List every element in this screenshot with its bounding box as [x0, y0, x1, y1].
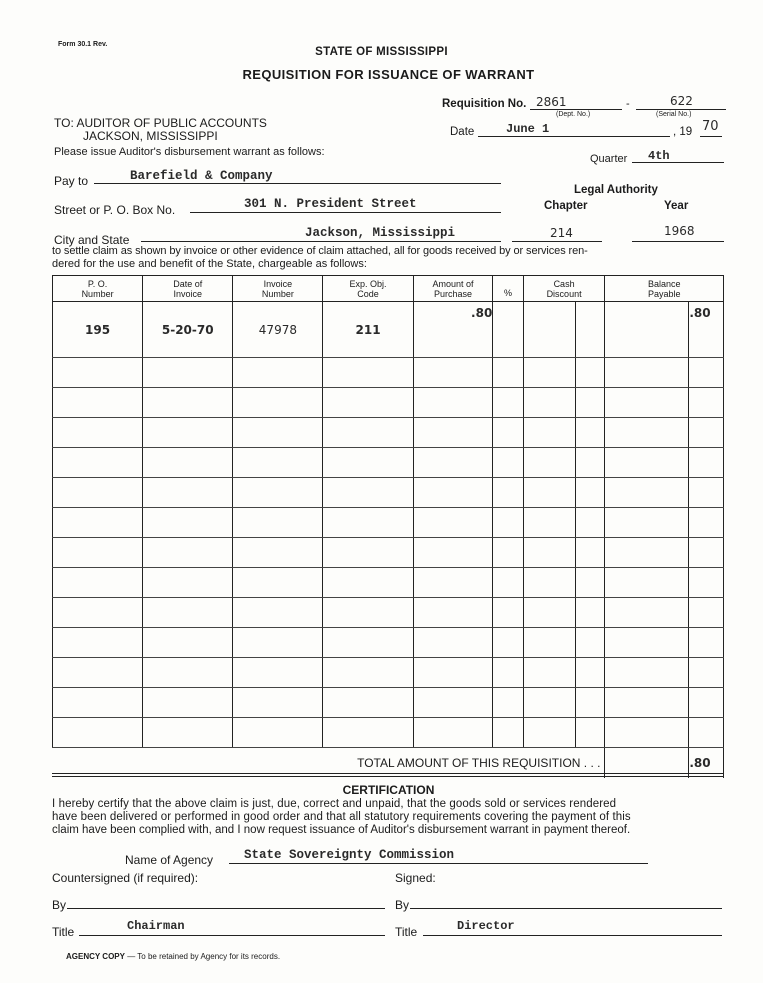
table-row [53, 658, 724, 688]
date-year-line [700, 136, 722, 137]
by-left-line [67, 908, 385, 909]
city-line [141, 241, 501, 242]
agency-copy-footer [66, 952, 280, 961]
pay-to-label: Pay to [54, 174, 89, 188]
total-double-rule [52, 773, 724, 777]
amount-cell: .80 [413, 302, 493, 358]
table-row [53, 358, 724, 388]
date-label: Date [450, 126, 475, 138]
percent-header: % [493, 276, 523, 302]
table-row [53, 718, 724, 748]
invoice-number-header: Invoice Number [233, 276, 323, 302]
dept-no-value: 2861 [536, 95, 567, 109]
serial-no-caption: (Serial No.) [656, 111, 692, 118]
quarter-label: Quarter [590, 153, 628, 165]
discount-cell [523, 302, 575, 358]
invoice-number-cell: 47978 [233, 302, 323, 358]
countersigned-label: Countersigned (if required): [52, 871, 199, 885]
title-left-value: Chairman [127, 919, 185, 933]
to-auditor: TO: AUDITOR OF PUBLIC ACCOUNTS [54, 116, 267, 130]
serial-no-line [636, 109, 726, 110]
certification-text-2: have been delivered or performed in good order and that all statutory requirements covering the payment of this [52, 811, 631, 823]
exp-code-cell: 211 [323, 302, 413, 358]
date-line [478, 136, 670, 137]
date-year-value: 70 [702, 119, 719, 134]
title-left-line [79, 935, 385, 936]
balance-cell [605, 302, 689, 358]
table-row [53, 568, 724, 598]
city-value: Jackson, Mississippi [305, 226, 456, 240]
legal-authority-title: Legal Authority [574, 184, 658, 196]
date-value: June 1 [506, 122, 550, 136]
chapter-line [512, 241, 602, 242]
state-title: STATE OF MISSISSIPPI [315, 46, 448, 58]
amount-header: Amount of Purchase [413, 276, 493, 302]
by-left-label: By [52, 898, 67, 912]
title-left-label: Title [52, 925, 75, 939]
table-row [53, 628, 724, 658]
table-header-row [53, 276, 724, 302]
charges-table [52, 275, 724, 778]
title-right-value: Director [457, 919, 515, 933]
table-row [53, 388, 724, 418]
form-number: Form 30.1 Rev. [58, 41, 108, 48]
agency-line [229, 863, 648, 864]
table-row [53, 418, 724, 448]
po-number-cell: 195 [53, 302, 143, 358]
dept-no-caption: (Dept. No.) [556, 111, 591, 118]
date-year-prefix: , 19 [673, 126, 693, 138]
legal-year-line [632, 241, 724, 242]
street-line [190, 212, 501, 213]
year-label: Year [664, 200, 689, 212]
requisition-label: Requisition No. [442, 98, 527, 110]
table-row [53, 448, 724, 478]
pay-to-line [94, 183, 501, 184]
signed-label: Signed: [395, 871, 436, 885]
to-jackson: JACKSON, MISSISSIPPI [83, 129, 218, 143]
certification-title: CERTIFICATION [342, 783, 435, 797]
invoice-date-cell: 5-20-70 [143, 302, 233, 358]
legal-year-value: 1968 [664, 224, 695, 238]
exp-obj-code-header: Exp. Obj. Code [323, 276, 413, 302]
agency-label: Name of Agency [125, 853, 214, 867]
title-right-label: Title [395, 925, 418, 939]
balance-header: Balance Payable [605, 276, 724, 302]
street-label: Street or P. O. Box No. [54, 203, 176, 217]
title-right-line [423, 935, 722, 936]
total-label: TOTAL AMOUNT OF THIS REQUISITION . . . [53, 748, 605, 778]
by-right-label: By [395, 898, 410, 912]
dept-no-line [530, 109, 622, 110]
invoice-date-header: Date of Invoice [143, 276, 233, 302]
discount-cents-cell [576, 302, 605, 358]
requisition-dash: - [626, 98, 630, 110]
chapter-label: Chapter [544, 200, 588, 212]
certification-text-3: claim have been complied with, and I now request issuance of Auditor's disbursement warrant in payment thereof. [52, 824, 631, 836]
balance-cents-cell: .80 [689, 302, 724, 358]
city-label: City and State [54, 233, 130, 247]
percent-cell [493, 302, 523, 358]
certification-text-1: I hereby certify that the above claim is just, due, correct and unpaid, that the goods sold or services rendered [52, 798, 617, 810]
settle-text-line2: dered for the use and benefit of the State, chargeable as follows: [52, 258, 367, 270]
total-value: .80 [689, 748, 724, 778]
po-number-header: P. O. Number [53, 276, 143, 302]
table-row [53, 508, 724, 538]
by-right-line [410, 908, 722, 909]
chapter-value: 214 [550, 226, 573, 240]
table-row [53, 302, 724, 358]
issue-instruction: Please issue Auditor's disbursement warrant as follows: [54, 146, 325, 158]
pay-to-value: Barefield & Company [130, 169, 273, 183]
table-row [53, 688, 724, 718]
table-row [53, 598, 724, 628]
agency-copy-rest: — To be retained by Agency for its records. [127, 952, 281, 961]
quarter-value: 4th [648, 149, 670, 163]
form-title: REQUISITION FOR ISSUANCE OF WARRANT [242, 67, 535, 82]
table-row [53, 478, 724, 508]
street-value: 301 N. President Street [244, 197, 417, 211]
settle-text-line1: to settle claim as shown by invoice or other evidence of claim attached, all for goods received by or services ren- [52, 245, 588, 257]
agency-copy-bold: AGENCY COPY [66, 952, 125, 961]
quarter-line [632, 162, 724, 163]
agency-value: State Sovereignty Commission [244, 848, 455, 862]
serial-no-value: 622 [670, 94, 693, 108]
cash-discount-header: Cash Discount [523, 276, 605, 302]
table-row [53, 538, 724, 568]
